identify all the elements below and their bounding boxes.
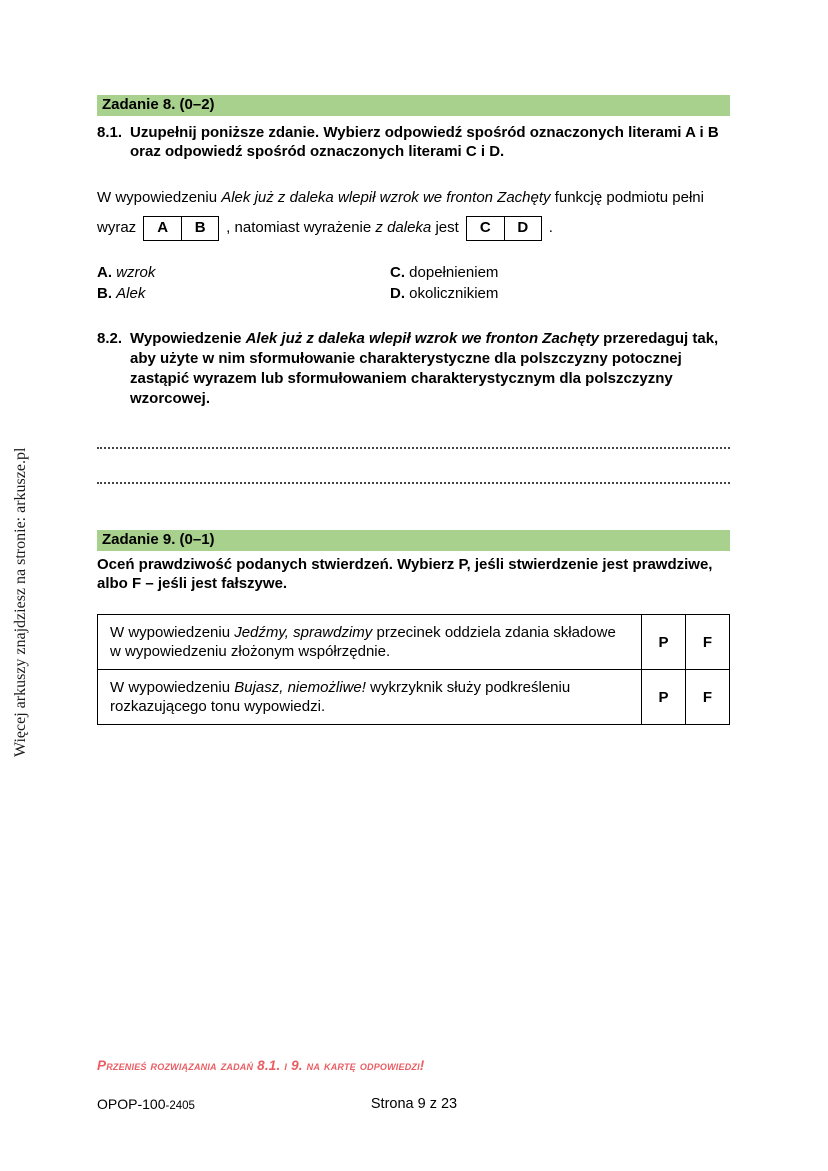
page-content [97, 95, 730, 725]
option-c-text: dopełnieniem [409, 264, 499, 281]
statement-1 [98, 615, 642, 670]
option-b-letter: B. [97, 285, 112, 302]
transfer-answers-note: Przenieś rozwiązania zadań 8.1. i 9. na kartę odpowiedzi! [97, 1058, 425, 1073]
table-row [98, 615, 730, 670]
fill-in-sentence [97, 183, 730, 243]
option-d [390, 284, 730, 303]
answer-choice-b[interactable]: B [181, 217, 218, 240]
question-8-1-number: 8.1. [97, 124, 123, 141]
q82-part: Wypowiedzenie [130, 330, 246, 347]
task9-title: Zadanie 9. (0–1) [102, 531, 215, 548]
question-8-2-number: 8.2. [97, 330, 123, 347]
task9-header-bar [97, 530, 730, 551]
sentence-quoted-part: Alek już z daleka wlepił wzrok we fronton Zachęty [221, 189, 551, 206]
option-a-text: wzrok [116, 264, 156, 281]
sentence-part: . [548, 219, 553, 236]
option-c [390, 263, 730, 282]
statement-2 [98, 670, 642, 725]
task9-instruction: Oceń prawdziwość podanych stwierdzeń. Wybierz P, jeśli stwierdzenie jest prawdziwe, albo F – jeśli jest fałszywe. [97, 556, 713, 592]
answer-box-cd [466, 216, 542, 241]
question-8-1-instruction: Uzupełnij poniższe zdanie. Wybierz odpowiedź spośród oznaczonych literami A i B oraz odpowiedź spośród oznaczonych literami C i D. [130, 124, 719, 160]
option-d-letter: D. [390, 285, 405, 302]
exam-code-main: OPOP-100 [97, 1096, 166, 1112]
answer-box-ab [143, 216, 219, 241]
task8-header-bar [97, 95, 730, 116]
statement-part: przecinek oddziela zdania składowe w wypowiedzeniu złożonym współrzędnie. [110, 624, 616, 660]
q82-quoted-part: Alek już z daleka wlepił wzrok we fronton Zachęty [245, 330, 599, 347]
question-8-1 [97, 123, 730, 161]
page-footer [0, 1096, 828, 1112]
option-a-letter: A. [97, 264, 112, 281]
q82-part: przeredaguj tak, aby użyte w nim sformułowanie charakterystyczne dla polszczyzny potocznej zastąpić wyrazem lub sformułowaniem charakterystycznym dla polszczyzny wzorcowej. [130, 330, 719, 407]
page-number-label: Strona 9 z 23 [370, 1096, 458, 1112]
false-choice-row2[interactable]: F [686, 670, 730, 725]
exam-code-suffix: -2405 [165, 1100, 195, 1112]
true-choice-row2[interactable]: P [642, 670, 686, 725]
answer-choice-d[interactable]: D [504, 217, 541, 240]
false-choice-row1[interactable]: F [686, 615, 730, 670]
option-d-text: okolicznikiem [409, 285, 499, 302]
question-8-2 [97, 329, 730, 409]
answer-write-line-2[interactable] [97, 482, 730, 484]
sentence-part: funkcję podmiotu pełni wyraz [97, 189, 704, 236]
sidebar-watermark-text: Więcej arkuszy znajdziesz na stronie: arkusze.pl [12, 447, 29, 757]
statement-part: W wypowiedzeniu [110, 679, 235, 696]
question-8-2-instruction [130, 329, 730, 409]
sentence-quoted-part: z daleka [375, 219, 432, 236]
statement-part: W wypowiedzeniu [110, 624, 235, 641]
sentence-part: W wypowiedzeniu [97, 189, 222, 206]
exam-form-code [97, 1096, 195, 1112]
table-row [98, 670, 730, 725]
answer-choice-a[interactable]: A [157, 219, 169, 237]
statement-quoted-part: Jedźmy, sprawdzimy [234, 624, 373, 641]
answer-options-list [97, 263, 730, 303]
answer-write-line-1[interactable] [97, 447, 730, 449]
true-false-table [97, 614, 730, 725]
statement-part: wykrzyknik służy podkreśleniu rozkazującego tonu wypowiedzi. [110, 679, 571, 715]
true-choice-row1[interactable]: P [642, 615, 686, 670]
option-b [97, 284, 390, 303]
statement-quoted-part: Bujasz, niemożliwe! [234, 679, 366, 696]
option-b-text: Alek [116, 285, 146, 302]
task8-title: Zadanie 8. (0–2) [102, 96, 215, 113]
option-a [97, 263, 390, 282]
sentence-part: , natomiast wyrażenie [226, 219, 376, 236]
answer-choice-c[interactable]: C [479, 219, 491, 237]
sentence-part: jest [431, 219, 459, 236]
option-c-letter: C. [390, 264, 405, 281]
